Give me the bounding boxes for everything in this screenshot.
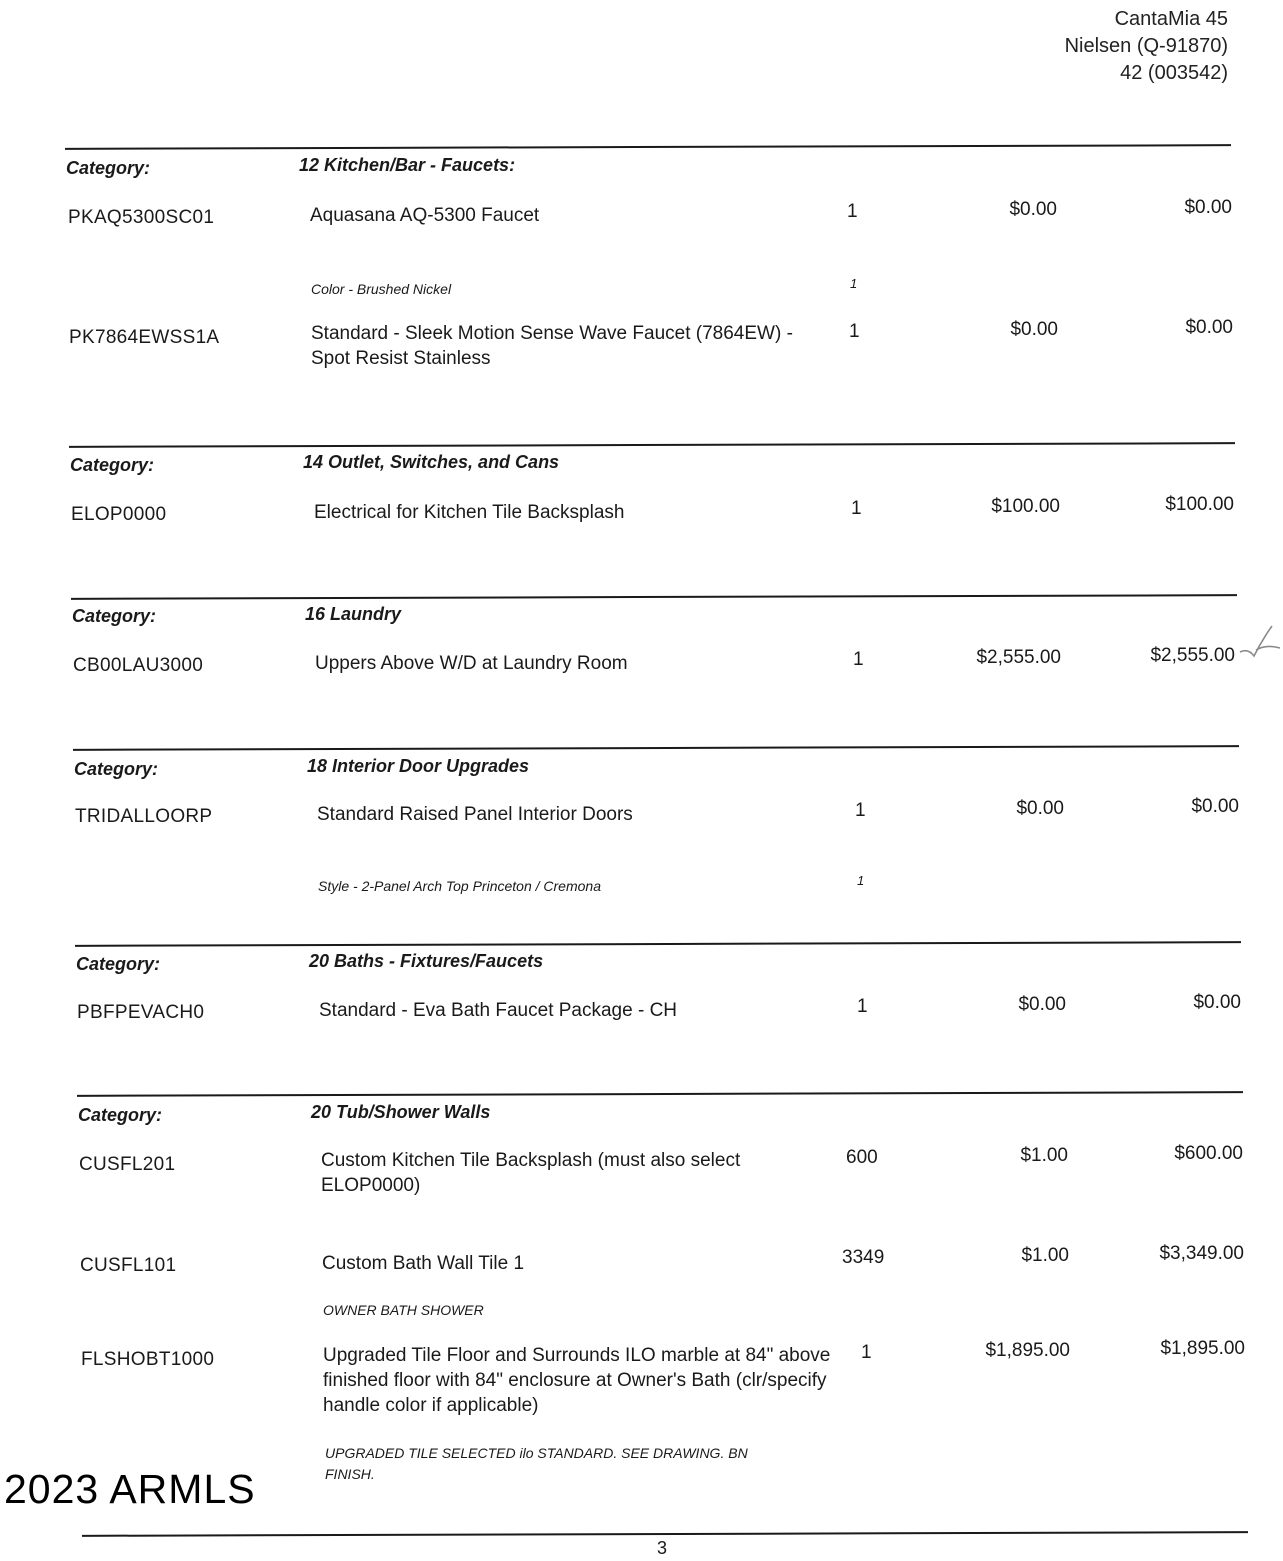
item-quantity: 1 — [851, 498, 862, 519]
section-rule — [71, 594, 1237, 600]
item-quantity: 1 — [861, 1342, 872, 1363]
item-sku: FLSHOBT1000 — [81, 1349, 215, 1370]
document-header — [1065, 6, 1228, 87]
item-total: $600.00 — [1174, 1143, 1243, 1164]
page-number: 3 — [657, 1538, 668, 1558]
item-option-note: Style - 2-Panel Arch Top Princeton / Cremona — [318, 878, 601, 894]
item-description: Standard - Eva Bath Faucet Package - CH — [319, 1000, 678, 1021]
item-quantity: 600 — [846, 1147, 878, 1168]
item-sku: TRIDALLOORP — [75, 806, 213, 827]
item-sku: PBFPEVACH0 — [77, 1002, 205, 1023]
community-name: CantaMia 45 — [1114, 8, 1228, 30]
option-quantity: 1 — [850, 276, 858, 291]
item-description: Standard - Sleek Motion Sense Wave Faucet (7864EW) - Spot Resist Stainless — [311, 323, 793, 369]
item-description: Custom Kitchen Tile Backsplash (must also select ELOP0000) — [321, 1150, 741, 1196]
item-sku: PKAQ5300SC01 — [68, 207, 215, 228]
footer-rule — [82, 1531, 1248, 1537]
category-label: Category: — [74, 759, 159, 779]
category-name: 20 Tub/Shower Walls — [311, 1102, 491, 1122]
item-unit-price: $1.00 — [1020, 1145, 1068, 1166]
item-description: Aquasana AQ-5300 Faucet — [310, 205, 540, 226]
item-quantity: 1 — [853, 649, 864, 670]
item-description: Standard Raised Panel Interior Doors — [317, 804, 633, 825]
option-quantity: 1 — [857, 873, 865, 888]
item-quantity: 1 — [855, 800, 866, 821]
item-quantity: 3349 — [842, 1247, 885, 1268]
item-unit-price: $1.00 — [1021, 1245, 1069, 1266]
item-unit-price: $0.00 — [1009, 199, 1057, 220]
item-total: $0.00 — [1184, 197, 1232, 218]
item-total: $0.00 — [1185, 317, 1233, 338]
category-label: Category: — [70, 455, 155, 475]
item-unit-price: $0.00 — [1010, 319, 1058, 340]
category-name: 16 Laundry — [305, 604, 402, 624]
section-rule — [65, 144, 1231, 150]
item-unit-price: $0.00 — [1016, 798, 1064, 819]
item-unit-price: $0.00 — [1018, 994, 1066, 1015]
item-total: $0.00 — [1191, 796, 1239, 817]
item-quantity: 1 — [857, 996, 868, 1017]
copyright-watermark: 2023 ARMLS — [4, 1466, 256, 1512]
item-quantity: 1 — [849, 321, 860, 342]
item-sku: CUSFL201 — [79, 1154, 176, 1175]
category-name: 18 Interior Door Upgrades — [307, 756, 530, 776]
item-sku: ELOP0000 — [71, 504, 167, 525]
category-label: Category: — [78, 1105, 163, 1125]
category-label: Category: — [66, 158, 151, 178]
item-option-note: OWNER BATH SHOWER — [323, 1302, 484, 1318]
lot-number: 42 (003542) — [1120, 62, 1228, 84]
section-rule — [77, 1091, 1243, 1097]
item-sku: PK7864EWSS1A — [69, 327, 220, 348]
item-unit-price: $2,555.00 — [976, 647, 1061, 668]
item-total: $100.00 — [1165, 494, 1234, 515]
handwritten-check-mark — [1236, 622, 1282, 662]
item-total: $0.00 — [1193, 992, 1241, 1013]
item-unit-price: $100.00 — [991, 496, 1060, 517]
item-description: Upgraded Tile Floor and Surrounds ILO marble at 84" above finished floor with 84" enclosure at Owner's Bath (clr/specify handle color if applicable) — [323, 1345, 831, 1416]
item-sku: CUSFL101 — [80, 1255, 177, 1276]
item-sku: CB00LAU3000 — [73, 655, 204, 676]
section-rule — [73, 745, 1239, 751]
item-option-note: Color - Brushed Nickel — [311, 281, 452, 297]
category-name: 14 Outlet, Switches, and Cans — [303, 452, 560, 472]
item-total: $2,555.00 — [1150, 645, 1235, 666]
category-name: 12 Kitchen/Bar - Faucets: — [299, 155, 516, 175]
item-description: Custom Bath Wall Tile 1 — [322, 1253, 525, 1274]
item-unit-price: $1,895.00 — [985, 1340, 1070, 1361]
section-rule — [69, 442, 1235, 448]
item-description: Electrical for Kitchen Tile Backsplash — [314, 502, 625, 523]
category-name: 20 Baths - Fixtures/Faucets — [309, 951, 544, 971]
buyer-quote: Nielsen (Q-91870) — [1064, 35, 1228, 57]
item-total: $1,895.00 — [1160, 1338, 1245, 1359]
section-rule — [75, 941, 1241, 947]
category-label: Category: — [76, 954, 161, 974]
category-label: Category: — [72, 606, 157, 626]
item-quantity: 1 — [847, 201, 858, 222]
item-option-note: UPGRADED TILE SELECTED ilo STANDARD. SEE DRAWING. BN FINISH. — [325, 1445, 748, 1482]
item-total: $3,349.00 — [1159, 1243, 1244, 1264]
item-description: Uppers Above W/D at Laundry Room — [315, 653, 628, 674]
